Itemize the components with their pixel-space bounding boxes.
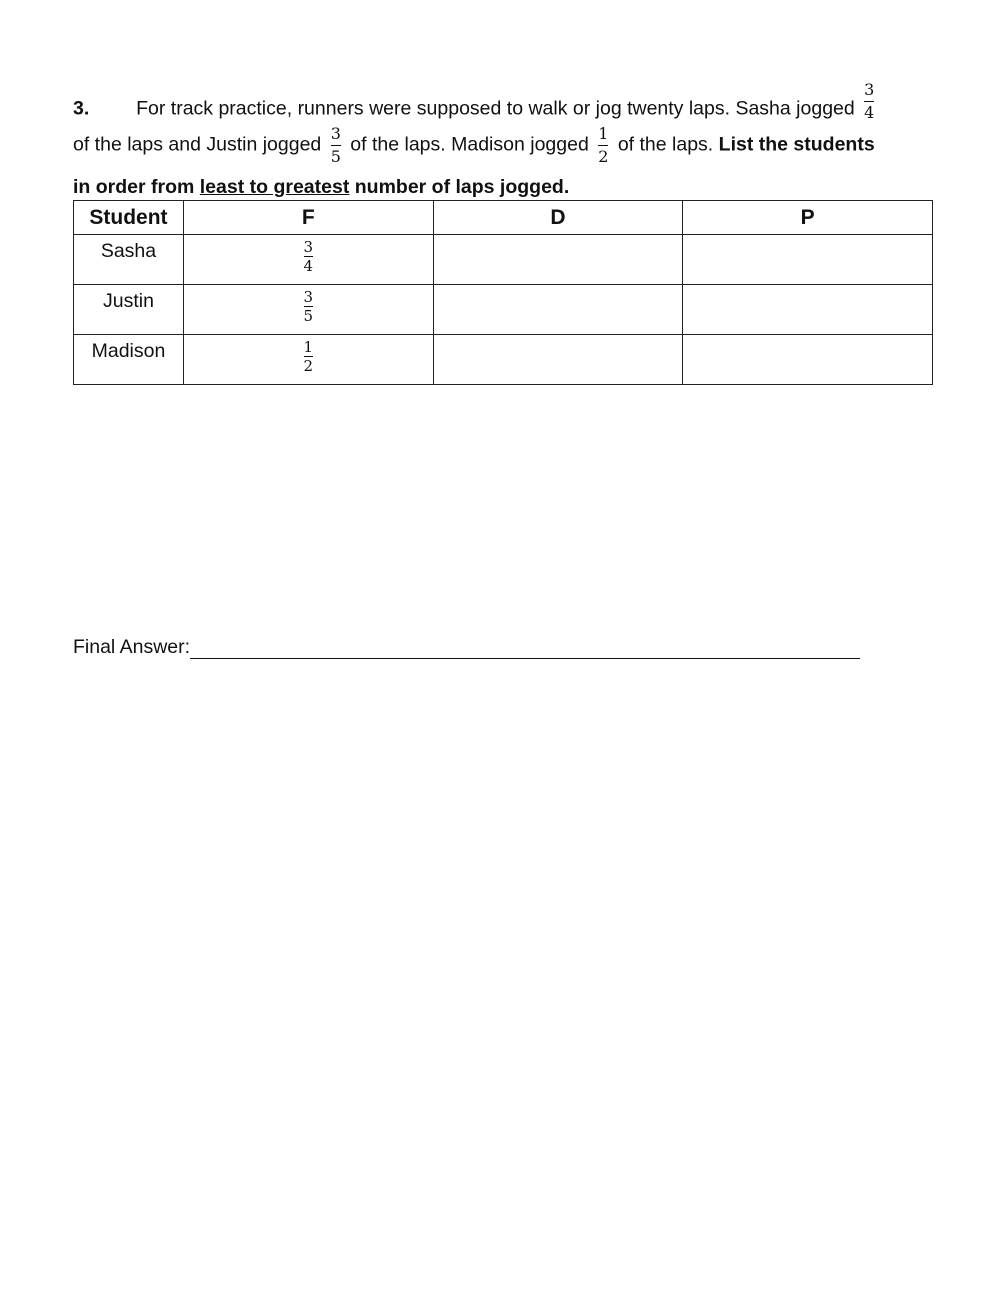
cell-fraction [304,240,314,274]
header-percent: P [683,201,933,235]
student-table [73,200,933,385]
fraction-numerator: 3 [303,288,314,306]
header-student: Student [74,201,184,235]
percent-cell[interactable] [683,335,933,385]
fraction-numerator: 1 [303,338,314,356]
fraction-numerator: 3 [303,238,314,256]
question-text-1: For track practice, runners were supposed to walk or jog twenty laps. Sasha jogged [136,97,855,120]
fraction-denominator: 5 [303,307,314,326]
student-name-cell: Justin [74,285,184,335]
question-line-2 [73,126,875,165]
fraction-denominator: 2 [598,147,609,166]
table-row [74,335,933,385]
fraction-denominator: 2 [303,357,314,376]
fraction-cell [183,335,433,385]
fraction-numerator: 1 [598,124,609,143]
fraction-justin [331,126,341,165]
fraction-denominator: 4 [303,257,314,276]
fraction-numerator: 3 [330,124,341,143]
question-instruction-2: in order from [73,176,195,198]
decimal-cell[interactable] [433,335,683,385]
final-answer [73,636,860,659]
fraction-bar [331,145,341,146]
table-row [74,235,933,285]
cell-fraction [304,290,314,324]
percent-cell[interactable] [683,235,933,285]
decimal-cell[interactable] [433,285,683,335]
fraction-numerator: 3 [864,80,875,99]
question-instruction-3: number of laps jogged. [354,176,570,198]
fraction-bar [864,101,874,102]
header-fraction: F [183,201,433,235]
fraction-cell [183,235,433,285]
decimal-cell[interactable] [433,235,683,285]
fraction-madison [598,126,608,165]
question-line-1 [73,80,878,129]
percent-cell[interactable] [683,285,933,335]
question-instruction-1: List the students [718,133,875,156]
fraction-cell [183,285,433,335]
fraction-bar [598,145,608,146]
student-name-cell: Sasha [74,235,184,285]
final-answer-blank[interactable] [190,638,860,659]
cell-fraction [304,340,314,374]
student-name-cell: Madison [74,335,184,385]
question-text-2b: of the laps. Madison jogged [350,133,589,156]
question-emphasis: least to greatest [199,176,350,198]
header-decimal: D [433,201,683,235]
question-text-2a: of the laps and Justin jogged [73,133,322,156]
fraction-denominator: 4 [864,103,875,122]
fraction-sasha [864,82,874,121]
table-header-row [74,201,933,235]
question-text-2c: of the laps. [617,133,714,156]
question-number: 3. [73,97,90,120]
fraction-denominator: 5 [330,147,341,166]
question-line-3 [73,178,569,198]
final-answer-label: Final Answer: [73,636,191,658]
table-row [74,285,933,335]
